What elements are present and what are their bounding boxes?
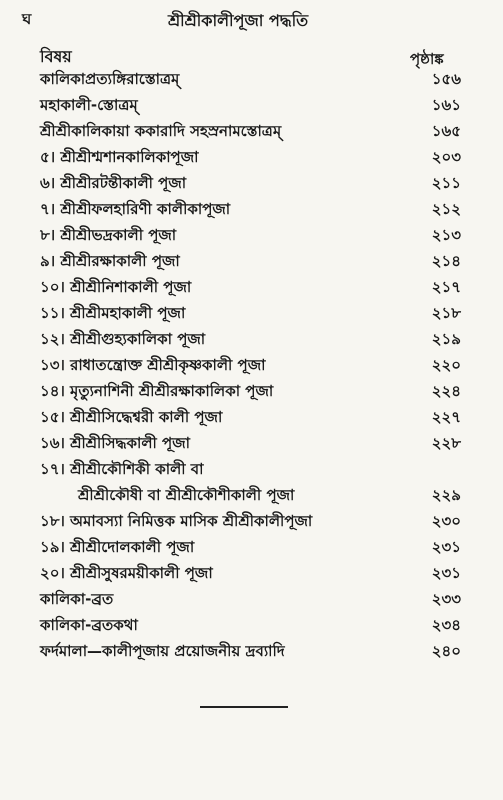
- toc-entry: [0, 458, 503, 484]
- entry-title: কালিকা-ব্রত: [40, 590, 114, 608]
- entry-page-number: ২৩১: [431, 538, 461, 556]
- page-letter: ঘ: [22, 10, 32, 28]
- entry-title: ১৬। শ্রীশ্রীসিদ্ধকালী পূজা: [40, 434, 190, 452]
- toc-entry: [0, 562, 503, 588]
- entry-page-number: ২১১: [431, 174, 461, 192]
- entry-page-number: ২১৯: [431, 330, 461, 348]
- entry-page-number: ২২৪: [431, 382, 461, 400]
- entry-title: ১০। শ্রীশ্রীনিশাকালী পূজা: [40, 278, 192, 296]
- entry-page-number: ২৩০: [431, 512, 461, 530]
- entry-page-number: ২১৭: [431, 278, 461, 296]
- toc-entry: [0, 302, 503, 328]
- toc-entry-continuation: [0, 484, 503, 510]
- toc-entry: [0, 380, 503, 406]
- toc-entry: [0, 588, 503, 614]
- entry-title: ১৪। মৃত্যুনাশিনী শ্রীশ্রীরক্ষাকালিকা পূজা: [40, 382, 274, 400]
- entry-title: ফর্দমালা—কালীপূজায় প্রয়োজনীয় দ্রব্যাদি: [40, 642, 285, 660]
- entry-title: কালিকাপ্রত্যঙ্গিরাস্তোত্রম্: [40, 70, 180, 88]
- toc-entry: [0, 432, 503, 458]
- entry-title: ১১। শ্রীশ্রীমহাকালী পূজা: [40, 304, 186, 322]
- entry-title: ৮। শ্রীশ্রীভদ্রকালী পূজা: [40, 226, 177, 244]
- page-column-heading: পৃষ্ঠাঙ্ক: [410, 50, 444, 68]
- entry-page-number: ২১৩: [431, 226, 461, 244]
- entry-page-number: ২১৪: [431, 252, 461, 270]
- book-title: শ্রীশ্রীকালীপূজা পদ্ধতি: [168, 11, 309, 30]
- toc-entry: [0, 172, 503, 198]
- entry-title: মহাকালী-স্তোত্রম্: [40, 96, 138, 114]
- entry-title: ৫। শ্রীশ্রীশ্মশানকালিকাপূজা: [40, 148, 199, 166]
- entry-page-number: ১৬১: [431, 96, 461, 114]
- toc-entry: [0, 406, 503, 432]
- closing-rule: [200, 706, 288, 708]
- entry-title: ১৩। রাধাতন্ত্রোক্ত শ্রীশ্রীকৃষ্ণকালী পূজা: [40, 356, 266, 374]
- toc-entry: [0, 146, 503, 172]
- entry-title: ৭। শ্রীশ্রীফলহারিণী কালীকাপূজা: [40, 200, 231, 218]
- toc-entry: [0, 68, 503, 94]
- entry-title: ১৫। শ্রীশ্রীসিদ্ধেশ্বরী কালী পূজা: [40, 408, 223, 426]
- entry-title: কালিকা-ব্রতকথা: [40, 616, 138, 634]
- entry-page-number: ২৩৪: [431, 616, 461, 634]
- entry-page-number: ২২০: [431, 356, 461, 374]
- entry-page-number: ২৩১: [431, 564, 461, 582]
- entry-title: ২০। শ্রীশ্রীসুষরময়ীকালী পূজা: [40, 564, 213, 582]
- toc-entry: [0, 224, 503, 250]
- toc-entry: [0, 328, 503, 354]
- entry-page-number: ১৫৬: [431, 70, 461, 88]
- entry-page-number: ২১৮: [431, 304, 461, 322]
- entry-page-number: ১৬৫: [431, 122, 461, 140]
- entry-title: ৯। শ্রীশ্রীরক্ষাকালী পূজা: [40, 252, 180, 270]
- toc-entry: [0, 94, 503, 120]
- entry-title: ১৯। শ্রীশ্রীদোলকালী পূজা: [40, 538, 195, 556]
- toc-entry: [0, 354, 503, 380]
- toc-entry: [0, 276, 503, 302]
- entry-title: ১২। শ্রীশ্রীগুহ্যকালিকা পূজা: [40, 330, 206, 348]
- entry-page-number: ২৩৩: [431, 590, 461, 608]
- entry-title: শ্রীশ্রীকালিকায়া ককারাদি সহস্রনামস্তোত্রম্: [40, 122, 282, 140]
- entry-page-number: ২২৯: [431, 486, 461, 504]
- entry-page-number: ২০৩: [431, 148, 461, 166]
- toc-entry: [0, 250, 503, 276]
- entry-title: ১৭। শ্রীশ্রীকৌশিকী কালী বা: [40, 460, 204, 478]
- entry-title: ১৮। অমাবস্যা নিমিত্তক মাসিক শ্রীশ্রীকালীপূজা: [40, 512, 313, 530]
- entry-page-number: ২৪০: [431, 642, 461, 660]
- entry-title: ৬। শ্রীশ্রীরটন্তীকালী পূজা: [40, 174, 187, 192]
- entry-page-number: ২২৮: [431, 434, 461, 452]
- toc-entry: [0, 198, 503, 224]
- toc-entry: [0, 640, 503, 666]
- entry-page-number: ২১২: [431, 200, 461, 218]
- running-header: [0, 8, 503, 30]
- toc-entry: [0, 510, 503, 536]
- toc-entry: [0, 614, 503, 640]
- subject-column-heading: বিষয়: [40, 47, 72, 66]
- entry-page-number: ২২৭: [431, 408, 461, 426]
- entry-title: শ্রীশ্রীকৌষী বা শ্রীশ্রীকৌশীকালী পূজা: [78, 486, 295, 504]
- toc-entry: [0, 120, 503, 146]
- toc-entry: [0, 536, 503, 562]
